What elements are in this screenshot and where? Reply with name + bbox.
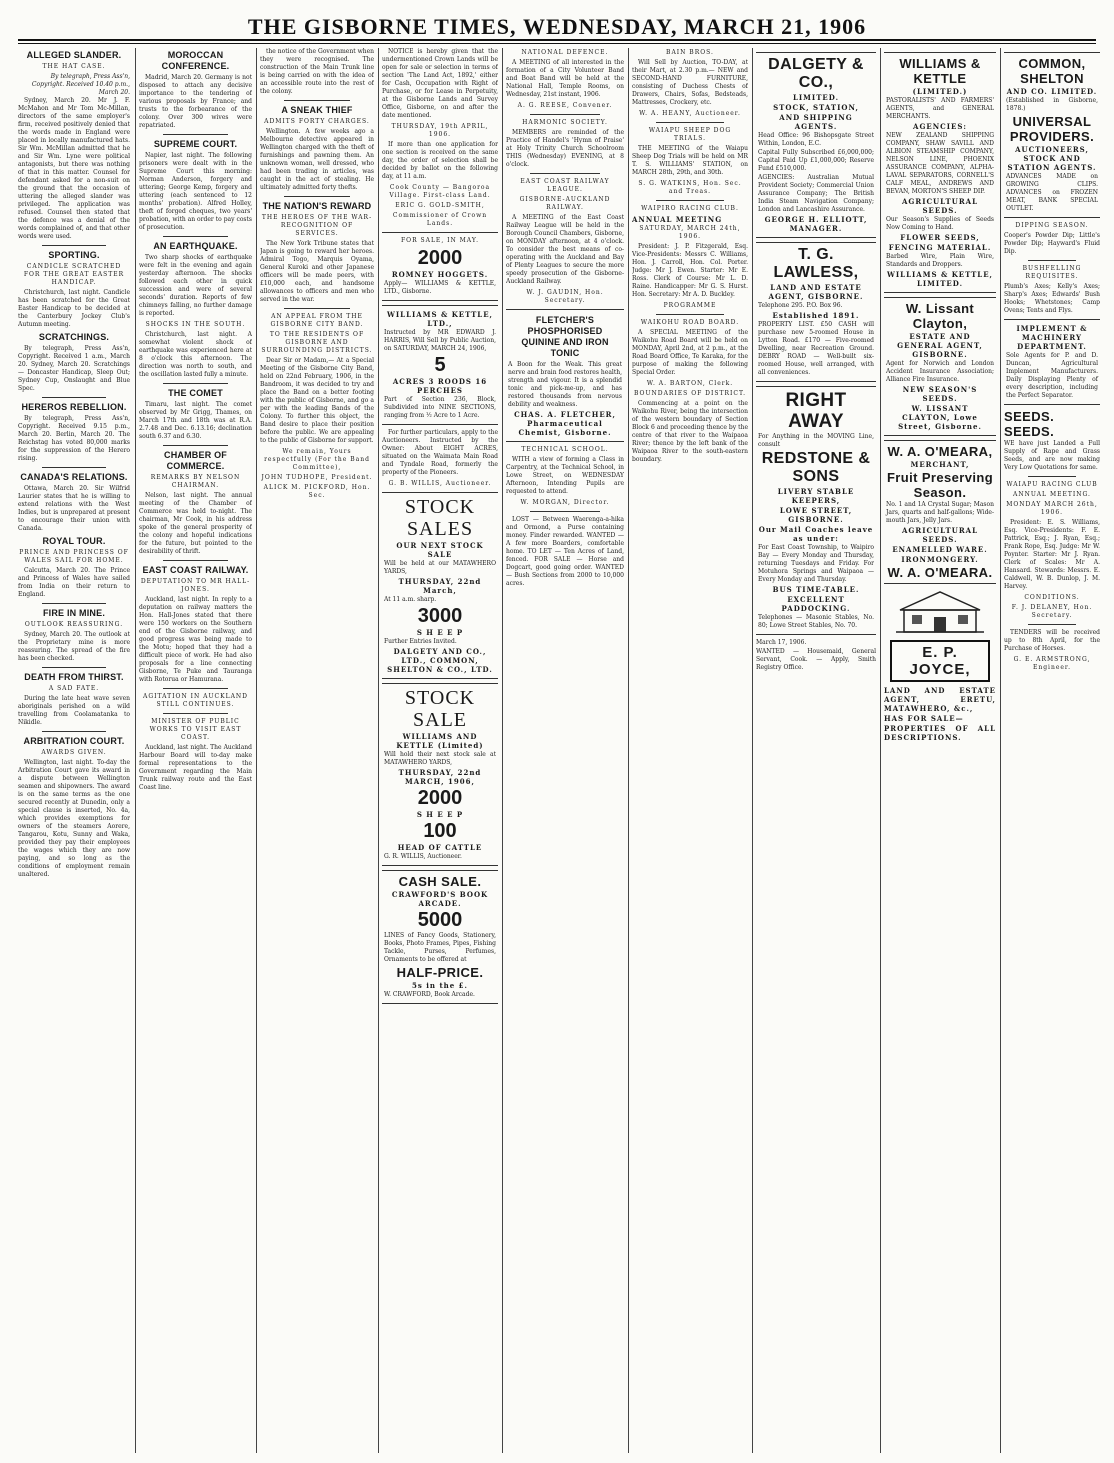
article-body: Napier, last night. The following prisoners were dealt with in the Supreme Court this morning: Norman Anderson, forgery and uttering; George Kemp, forgery and uttering (each sentenced to 12 months' probation). Alfred Holley, theft of forged cheques, two years' probation, with an order to pay costs of prosecution. (139, 152, 252, 231)
signature: G. R. WILLIS, Auctioneer. (384, 853, 462, 860)
signature: W. J. GAUDIN, Hon. Secretary. (526, 289, 604, 304)
masthead-paper-name: THE GISBORNE TIMES, (247, 14, 517, 38)
headline: CHAMBER OF COMMERCE. (164, 450, 227, 471)
ad-subtitle: ESTATE AND GENERAL AGENT, GISBORNE. (897, 332, 983, 359)
column-6 (632, 48, 748, 1453)
ad-text: Will hold their next stock sale at MATAWHERO YARDS, (384, 751, 496, 766)
event-date: SATURDAY, MARCH 24th, 1906. (639, 225, 741, 240)
subheadline: DEPUTATION TO MR HALL-JONES. (140, 578, 251, 593)
subheadline: THE HEROES OF THE WAR-RECOGNITION OF SERVICES. (261, 214, 373, 237)
ad-subtitle: ACRES 3 ROODS 16 PERCHES (392, 377, 488, 395)
subheadline: REMARKS BY NELSON CHAIRMAN. (150, 474, 241, 489)
ad-lissant-clayton (884, 297, 996, 436)
headline: CANADA'S RELATIONS. (20, 472, 128, 482)
subheadline: ANNUAL MEETING. (1013, 491, 1091, 498)
ad-title: RIGHT AWAY (785, 390, 847, 432)
notice-date: THURSDAY, 19th APRIL, 1906. (391, 123, 489, 138)
headline: THE NATION'S REWARD (262, 201, 372, 211)
house-illustration (892, 588, 988, 636)
signature: W. LISSANT CLAYTON, Lowe Street, Gisborne. (898, 404, 982, 431)
ad-joyce-title: E. P. JOYCE, (890, 640, 990, 682)
headline: DIPPING SEASON. (1015, 222, 1089, 229)
ad-text: At 11 a.m. sharp. (384, 596, 437, 603)
ad-subtitle: NEW SEASON'S SEEDS. (902, 385, 978, 403)
signature: W. CRAWFORD, Book Arcade. (384, 991, 475, 998)
notice-body: Commencing at a point on the Waikohu River, being the intersection of the western boundary of Section Block 6 and proceeding thence by the centre of that river to the Waipaoa River; thence by the left bank of the Waipaoa River to the south-eastern boundary. (632, 400, 748, 463)
divider (1028, 624, 1076, 625)
headline: DEATH FROM THIRST. (24, 672, 124, 682)
divider (1028, 260, 1076, 261)
subheadline: PRINCE AND PRINCESS OF WALES SAIL FOR HOME. (19, 549, 129, 564)
ad-omeara (884, 440, 996, 584)
ad-text: WE have just Landed a Full Supply of Rape and Grass Seeds, and are now making Very Low Quotations for same. (1004, 440, 1100, 471)
divider (530, 114, 600, 115)
article-body: Wellington. A few weeks ago a Melbourne detective appeared in Wellington charged with the theft of furnishings and pawning them. An unknown woman, well dressed, who had been trading in articles, was caught in the act of stealing. He ultimately admitted forty thefts. (260, 128, 374, 191)
dateline: By telegraph, Press Ass'n, Copyright. Received 10.40 p.m., March 20. (31, 73, 130, 96)
event-date: MONDAY MARCH 26th, 1906. (1006, 501, 1098, 516)
ad-title: FLETCHER'S PHOSPHORISED QUININE AND IRON TONIC (521, 315, 609, 358)
ad-text: Head Office: 96 Bishopsgate Street Within, London, E.C. (758, 132, 874, 147)
ad-right-away (756, 386, 876, 635)
notice-body: A SPECIAL MEETING of the Waikohu Road Board will be held on MONDAY, April 2nd, at 2 p.m., at the Road Board Office, Te Karaka, for the purpose of making the following Special Order. (632, 329, 748, 376)
subheadline: SHOCKS IN THE SOUTH. (145, 321, 246, 328)
ad-text: Capital Fully Subscribed £6,000,000; Capital Paid Up £1,000,000; Reserve Fund £510,000. (758, 149, 874, 172)
masthead-date: MARCH 21, 1906 (684, 14, 867, 38)
column-7 (756, 48, 876, 1453)
ad-subtitle: LIVERY STABLE KEEPERS, (777, 487, 855, 505)
signature: Commissioner of Crown Lands. (392, 212, 488, 227)
divider (163, 134, 228, 135)
column-4 (382, 48, 498, 1453)
headline: WAIPIRO RACING CLUB. (641, 205, 739, 212)
signature: W. A. HEANY, Auctioneer. (639, 110, 741, 117)
notice-body: NOTICE is hereby given that the undermentioned Crown Lands will be open for sale or selection in terms of section 'The Land Act, 1892,' either for Cash, Occupation with Right of Purchase, or for Lease in Perpetuity, at the Gisborne Lands and Survey Office, Gisborne, on and after the date mentioned. (382, 48, 498, 119)
subheadline: GISBORNE-AUCKLAND RAILWAY. (519, 196, 611, 211)
ad-title: SEEDS. SEEDS. (1004, 409, 1055, 439)
ad-subtitle: AUCTIONEERS, STOCK AND STATION AGENTS. (1007, 145, 1097, 172)
divider (1028, 476, 1076, 477)
column-divider (628, 48, 629, 1453)
signature: A. G. REESE, Convener. (517, 102, 613, 109)
subheadline: CANDICLE SCRATCHED FOR THE GREAT EASTER HANDICAP. (23, 263, 125, 286)
divider (42, 667, 106, 668)
signature: G. E. ARMSTRONG, Engineer. (1013, 656, 1091, 671)
article-body: During the late heat wave seven aboriginals perished on a wild travelling from Coolamatanka to Nikidle. (18, 695, 130, 726)
masthead (18, 14, 1096, 38)
ad-subtitle: PROPERTIES OF ALL DESCRIPTIONS. (884, 724, 996, 742)
ad-text: For Anything in the MOVING Line, consult (758, 433, 874, 448)
ad-text: PASTORALISTS' AND FARMERS' AGENTS, and GENERAL MERCHANTS. (886, 97, 994, 120)
notice-body: Will Sell by Auction, TO-DAY, at their Mart, at 2.30 p.m.— NEW and SECOND-HAND FURNITURE, consisting of Duchess Chests of Drawers, Chairs, Sofas, Bedsteads, Mattresses, Crockery, etc. (632, 59, 748, 106)
ad-subtitle: AGENCIES: (913, 122, 967, 131)
ad-firm: DALGETY AND CO., LTD., COMMON, SHELTON & CO., LTD. (387, 647, 493, 674)
article-body: Madrid, March 20. Germany is not disposed to attach any decisive importance to the tendering of various proposals by France; and trusts to the forbearance of the colony. Over 300 wives were repatriated. (139, 74, 252, 129)
divider (656, 200, 724, 201)
ad-subtitle: STOCK, STATION, (773, 103, 859, 112)
notice-body: TENDERS will be received up to 8th April, for the Purchase of Horses. (1004, 629, 1100, 652)
divider (163, 688, 228, 689)
subheadline: TO THE RESIDENTS OF GISBORNE AND SURROUNDING DISTRICTS. (261, 331, 373, 354)
divider (530, 173, 600, 174)
signature: GEORGE H. ELLIOTT, MANAGER. (764, 215, 868, 233)
signature: W. A. BARTON, Clerk. (646, 380, 734, 387)
ad-text: Will be held at our MATAWHERO YARDS, (384, 560, 496, 575)
ad-subtitle: LAND AND ESTATE AGENT, GISBORNE. (768, 283, 864, 301)
headline: BUSHFELLING REQUISITES. (1022, 265, 1082, 280)
notice-body: If more than one application for one section is received on the same day, the order of selection shall be decided by ballot on the following day, at 11 a.m. (382, 141, 498, 180)
ad-text: No. 1 and 1A Crystal Sugar; Mason Jars, quarts and half-gallons; Wide-mouth Jars, Jelly Jars. (886, 501, 994, 524)
ad-text: March 17, 1906. (756, 639, 807, 646)
headline: HARMONIC SOCIETY. (522, 119, 608, 126)
notice-body: A MEETING of the East Coast Railway League will be held in the Borough Council Chambers, Gisborne, on MONDAY afternoon, at 4 o'clock. To consider the best means of co-operating with the Auckland and Bay of Plenty Leagues to secure the more speedy prosecution of the Gisborne-Auckland Railway. (506, 214, 624, 285)
ad-text: Plumb's Axes; Kelly's Axes; Sharp's Axes; Edwards' Bush Hooks; Whetstones; Camp Ovens; Tents and Flys. (1004, 283, 1100, 314)
headline: ROYAL TOUR. (42, 536, 106, 546)
ad-subtitle: AGRICULTURAL SEEDS. (901, 526, 978, 544)
ad-dalgety (756, 52, 876, 238)
notice-body: A MEETING of all interested in the formation of a City Volunteer Band and Boat Band will be held at the National Hall, Temple Rooms, on Wednesday, 21st instant, 1906. (506, 59, 624, 98)
divider (163, 383, 228, 384)
ad-text: PROPERTY LIST. £50 CASH will purchase new 5-roomed House in Lytton Road. £170 — Five-roomed Dwelling, near Recreation Ground. DEBRY ROAD — Well-built six-roomed House, well arranged, with all conveniences. (758, 321, 874, 376)
article-body: The New York Tribune states that Japan is going to reward her heroes. Admiral Togo, Marquis Oyama, General Kuroki and other Japanese officers will be made peers, with £10,000 each, and handsome allowances to officers and men who served in the war. (260, 240, 374, 303)
article-body: Dear Sir or Madam,— At a Special Meeting of the Gisborne City Band, held on 22nd February, 1906, in the Bandroom, it was decided to try and place the Band on a better footing with the public of Gisborne, and go a per with the leading Bands of the Colony. To further this object, the Band desire to place their position before the public. We are appealing to the public of Gisborne for support. (260, 357, 374, 444)
ad-subtitle: ENAMELLED WARE. (892, 545, 988, 554)
ad-text: Our Season's Supplies of Seeds Now Coming to Hand. (886, 216, 994, 231)
ad-title: W. A. O'MEARA, (887, 444, 993, 459)
headline: THE COMET (168, 388, 223, 398)
ad-number: 3000 (417, 605, 463, 627)
column-divider (880, 48, 881, 1453)
notice-body: President: J. P. Fitzgerald, Esq. Vice-Presidents: Messrs C. Williams, Hon. J. Carroll, Hon. Col. Porter. Judge: Mr J. Ewen. Starter: Mr E. Ross. Clerk of Course: Mr L. D. Raine. Handicapper: Mr G. S. Hurst. Hon. Secretary: Mr A. D. Buckley. (632, 243, 748, 298)
masthead-day: WEDNESDAY, (523, 14, 678, 38)
ad-implement (1004, 319, 1100, 405)
ad-fletchers-tonic (506, 309, 624, 442)
divider (42, 245, 106, 246)
article-body: Christchurch, last night. Candicle has been scratched for the Great Easter Handicap to be decided at the Canterbury Jockey Club's Autumn meeting. (18, 289, 130, 328)
headline: WAIKOHU ROAD BOARD. (640, 319, 740, 326)
column-3 (260, 48, 374, 1453)
article-body: By telegraph, Press Ass'n, Copyright. Received 9.15 p.m., March 20. Berlin, March 20. The Reichstag has voted 80,000 marks for the suppression of the Herero rising. (18, 415, 130, 462)
ad-number: 2000 (417, 247, 463, 269)
divider (163, 236, 228, 237)
divider (42, 731, 106, 732)
notice-body: MEMBERS are reminded of the Practice of Handel's 'Hymn of Praise' at Holy Trinity Church Schoolroom THIS (Wednesday) EVENING, at 8 o'clock. (506, 129, 624, 168)
divider (42, 603, 106, 604)
column-divider (752, 48, 753, 1453)
headline: AN EARTHQUAKE. (153, 241, 238, 251)
ad-text: NEW ZEALAND SHIPPING COMPANY, SHAW SAVILL AND ALBION STEAMSHIP COMPANY, NELSON LINE, PHOENIX ASSURANCE COMPANY, ALPHA-LAVAL SEPARATORS, CORNELL'S CALF MEAL, ANDREWS AND BEVAN, MORTON'S SHEEP DIP. (886, 132, 994, 195)
subheadline: AGITATION IN AUCKLAND STILL CONTINUES. (143, 693, 248, 708)
ad-title: T. G. LAWLESS, (773, 246, 859, 281)
headline: A SNEAK THIEF (281, 105, 353, 115)
ad-text: Barbed Wire, Plain Wire, Standards and Droppers. (886, 253, 994, 268)
subheadline: AWARDS GIVEN. (41, 749, 107, 756)
article-body: the notice of the Government when they were recognised. The construction of the Main Trunk line is being carried on with the idea of an accessible route into the rest of the colony. (260, 48, 374, 95)
column-divider (256, 48, 257, 1453)
signature: JOHN TUDHOPE, President. (261, 474, 373, 481)
column-9 (1004, 48, 1100, 1453)
ad-title: W. Lissant Clayton, (905, 301, 975, 331)
notice-body: WITH a view of forming a Class in Carpentry, at the Technical School, in Lowe Street, on WEDNESDAY Afternoon, Intending Pupils are requested to attend. (506, 456, 624, 495)
headline: ARBITRATION COURT. (23, 736, 125, 746)
ad-text: Further Entries Invited. (384, 638, 457, 645)
ad-text: Sole Agents for P. and D. Duncan, Agricultural Implement Manufacturers. Daily Displaying Plenty of every description, including the Perfect Separator. (1006, 352, 1098, 399)
ad-text: Agent for Norwich and London Accident Insurance Association; Alliance Fire Insurance. (886, 360, 994, 383)
ad-subtitle: AND CO. LIMITED. (1006, 87, 1098, 96)
divider (42, 397, 106, 398)
article-body: Auckland, last night. In reply to a deputation on railway matters the Hon. Hall-Jones stated that there were 150 workers on the Southern end of the Gisborne railway, and good progress was being made to the Motu; hoped that they had a difficult piece of work. He had also proposals for a line connecting Gisborne, Te Puke and Tauranga with Rotorua or Hamurana. (139, 596, 252, 683)
headline: TECHNICAL SCHOOL. (521, 446, 609, 453)
article-body: Two sharp shocks of earthquake were felt in the evening and again yesterday afternoon. The shocks followed each other in quick succession and were of several seconds' duration. Reports of few chimneys falling, no further damage is reported. (139, 254, 252, 317)
headline: WAIAPU SHEEP DOG TRIALS. (648, 127, 732, 142)
subheadline: ANNUAL MEETING (632, 215, 723, 224)
headline: WAIAPU RACING CLUB (1006, 481, 1098, 488)
notice-body: THE MEETING of the Waiapu Sheep Dog Trials will be held on MR T. S. WILLIAMS' STATION, on MARCH 28th, 29th, and 30th. (632, 145, 748, 176)
ad-text: A Boon for the Weak. This great nerve and brain food restores health, strength and vigour. It is a splendid tonic and pick-me-up, and has restored thousands from nervous debility and weakness. (508, 361, 622, 408)
ad-cash-sale (382, 870, 498, 1004)
ad-subtitle: LOWE STREET, GISBORNE. (779, 506, 853, 524)
ad-subtitle: IRONMONGERY. (901, 555, 979, 564)
ad-date: THURSDAY, 22nd March, (398, 577, 482, 595)
article-body: Timaru, last night. The comet observed by Mr Grigg, Thames, on March 17th and 18th was at R.A. 2.7.48 and Dec. 6.13.16; declination south 6.37 and 6.30. (139, 401, 252, 440)
ad-subtitle: IMPLEMENT & MACHINERY DEPARTMENT. (1016, 324, 1088, 351)
ad-text: Cooper's Powder Dip; Little's Powder Dip; Hayward's Fluid Dip. (1004, 232, 1100, 255)
ad-text: Telephone 295. P.O. Box 96. (758, 302, 843, 309)
ad-subtitle: S H E E P (416, 810, 464, 819)
ad-title: CASH SALE. (398, 874, 482, 889)
divider (656, 314, 724, 315)
signature: S. G. WATKINS, Hon. Sec. and Treas. (638, 180, 742, 195)
ad-williams-kettle-auction (382, 305, 498, 425)
ad-title: STOCK SALE (404, 687, 476, 731)
ad-title: UNIVERSAL PROVIDERS. (1009, 114, 1095, 144)
signature: G. B. WILLIS, Auctioneer. (388, 480, 492, 487)
signature: ALICK M. PICKFORD, Hon. Sec. (263, 484, 371, 499)
article-body: Christchurch, last night. A somewhat violent shock of earthquake was experienced here at 8 o'clock this afternoon. The direction was north to south, and the oscillation lasted fully a minute. (139, 331, 252, 378)
headline: NATIONAL DEFENCE. (521, 49, 609, 56)
ad-text: Apply— WILLIAMS & KETTLE, LTD., Gisborne. (384, 280, 496, 295)
divider (284, 100, 350, 101)
ad-subtitle: LIMITED. (792, 93, 840, 102)
column-1 (18, 48, 130, 1453)
signature: WILLIAMS & KETTLE, LIMITED. (887, 270, 993, 288)
headline: BOUNDARIES OF DISTRICT. (634, 390, 746, 397)
subheadline: A SAD FATE. (48, 685, 100, 692)
column-divider (502, 48, 503, 1453)
ad-williams-kettle (884, 52, 996, 293)
ad-stock-sales (382, 492, 498, 679)
headline: SUPREME COURT. (153, 139, 238, 149)
divider (284, 196, 350, 197)
article-body: Nelson, last night. The annual meeting of the Chamber of Commerce was held to-night. The chairman, Mr Cook, in his address spoke of the general prosperity of the colony and hopeful indications for the future, but pointed to the desirability of thrift. (139, 492, 252, 555)
column-divider (1000, 48, 1001, 1453)
ad-text: ADVANCES MADE on GROWING CLIPS. ADVANCES on FROZEN MEAT, BANK SPECIAL OUTLET. (1006, 173, 1098, 212)
headline: HEREROS REBELLION. (21, 402, 127, 412)
headline: BAIN BROS. (666, 49, 714, 56)
divider (284, 308, 350, 309)
ad-subtitle: EXCELLENT PADDOCKING. (781, 595, 851, 613)
ad-text: Telephones — Masonic Stables, No. 80; Lowe Street Stables, No. 70. (758, 614, 874, 629)
article-body: Sydney, March 20. The outlook at the Proprietary mine is more reassuring. The spread of the fire has been checked. (18, 631, 130, 662)
ad-text: For East Coast Township, to Waipiro Bay — Every Monday and Thursday, returning Tuesdays and Friday. For Motuhora Springs and Waipaoa — Every Monday and Thursday. (758, 544, 874, 583)
ad-title: WILLIAMS & KETTLE (899, 56, 981, 86)
column-divider (135, 48, 136, 1453)
signature: W. MORGAN, Director. (520, 499, 610, 506)
headline: EAST COAST RAILWAY LEAGUE. (520, 178, 610, 193)
subheadline: PROGRAMME (663, 302, 717, 309)
ad-subtitle: OUR NEXT STOCK SALE (396, 541, 484, 559)
classifieds: LOST — Between Waerenga-a-hika and Ormond, a Purse containing money. Finder rewarded. WANTED — A few more Boarders, comfortable home. TO LET — Ten Acres of Land, fenced. FOR SALE — Horse and Dogcart, good going order. WANTED — Bush Sections from 2000 to 10,000 acres. (506, 516, 624, 587)
notice-body: President: E. S. Williams, Esq. Vice-Presidents: F. E. Pattrick, Esq.; J. Ryan, Esq.; Frank Rope, Esq. Judge: Mr W. Poynter. Starter: Mr J. Ryan. Clerk of Scales: Mr A. Hansard. Stewards: Messrs. E. Caldwell, W. B. Dunlop, J. M. Harvey. (1004, 519, 1100, 590)
signature: F. J. DELANEY, Hon. Secretary. (1011, 604, 1093, 619)
divider (42, 467, 106, 468)
ad-title: REDSTONE & SONS (761, 450, 871, 485)
divider (656, 122, 724, 123)
ad-title: DALGETY & CO., (768, 56, 864, 91)
article-body: By telegraph, Press Ass'n, Copyright. Received 1 a.m., March 20. Sydney, March 20. Scratchings — Doncaster Handicap, Sleep Out; Sydney Cup, Onslaught and Blue Spec. (18, 345, 130, 392)
ad-subtitle: ROMNEY HOGGETS. (391, 270, 489, 279)
headline: EAST COAST RAILWAY. (142, 565, 249, 575)
ad-subtitle: BUS TIME-TABLE. (772, 585, 860, 594)
ad-lawless (756, 242, 876, 382)
ad-subtitle: Established 1891. (772, 311, 860, 320)
subheadline: THE HAT CASE. (42, 63, 106, 70)
column-5 (506, 48, 624, 1453)
ad-date: THURSDAY, 22nd MARCH, 1906, (398, 768, 482, 786)
article-body: Wellington, last night. To-day the Arbitration Court gave its award in a dispute between Wellington seamen and shipowners. The award is on the same terms as the one secured recently at Dunedin, only a special clause is inserted, No. 4a, which provides exemptions for owners of the steamers Aorere, Tangarou, Kotu, Sunny and Waka, provided they pay their employees the wages which they are now paying, and so long as the conditions of employment remain unaltered. (18, 759, 130, 878)
headline: FIRE IN MINE. (42, 608, 106, 618)
subheadline: ADMITS FORTY CHARGES. (264, 118, 370, 125)
ad-subtitle: FLOWER SEEDS, (900, 233, 980, 242)
ad-text: Part of Section 236, Block, Subdivided into NINE SECTIONS, ranging from ½ Acre to 1 Acre. (384, 396, 496, 419)
notice-section: Cook County — Bangoroa Village. First-class Land. (389, 184, 491, 199)
subheadline: OUTLOOK REASSURING. (24, 621, 124, 628)
subheadline: AN APPEAL FROM THE GISBORNE CITY BAND. (270, 313, 364, 328)
ad-subtitle: HEAD OF CATTLE (397, 843, 483, 852)
ad-subtitle: AGRICULTURAL SEEDS. (901, 197, 978, 215)
ad-subtitle: S H E E P (416, 628, 464, 637)
signature: CHAS. A. FLETCHER, Pharmaceutical Chemist, Gisborne. (514, 410, 616, 437)
divider (163, 560, 228, 561)
article-body: Calcutta, March 20. The Prince and Princess of Wales have sailed from India on their return to England. (18, 567, 130, 598)
ad-subtitle: LAND AND ESTATE AGENT, ERETU, MATAWHERO, &c., (884, 686, 996, 713)
column-8 (884, 48, 996, 1453)
ad-title: HALF-PRICE. (396, 965, 484, 980)
ad-title: COMMON, SHELTON (1018, 56, 1086, 86)
ad-number: 5 (434, 354, 446, 376)
ad-number: 5000 (417, 909, 463, 931)
masthead-rule-thin (18, 43, 1096, 44)
ad-subtitle: HAS FOR SALE— (884, 714, 964, 723)
ad-subtitle: MERCHANT, (910, 460, 970, 469)
headline: ALLEGED SLANDER. (26, 50, 122, 60)
ad-subtitle: CRAWFORD'S BOOK ARCADE. (391, 890, 489, 908)
divider (163, 445, 228, 446)
ad-text: WANTED — Housemaid, General Servant, Cook. — Apply, Smith Registry Office. (756, 648, 876, 671)
ad-text: Instructed by MR EDWARD J. HARRIS, Will Sell by Public Auction, on SATURDAY, MARCH 24, 1906, (384, 329, 496, 352)
ad-title: Fruit Preserving Season. (886, 470, 994, 500)
column-2 (139, 48, 252, 1453)
ad-subtitle: Our Mail Coaches leave as under: (758, 525, 874, 543)
divider (163, 713, 228, 714)
article-body: Auckland, last night. The Auckland Harbour Board will to-day make formal representations to the Government regarding the Main Trunk railway route and the East Coast line. (139, 744, 252, 791)
subheadline: MINISTER OF PUBLIC WORKS TO VISIT EAST COAST. (149, 718, 242, 741)
masthead-rule (18, 39, 1096, 41)
signature: We remain, Yours respectfully (For the Band Committee), (264, 448, 370, 471)
subheadline: CONDITIONS. (1024, 594, 1080, 601)
ad-firm: WILLIAMS AND KETTLE (Limited) (396, 732, 484, 750)
ad-text: LINES of Fancy Goods, Stationery, Books, Photo Frames, Pipes, Fishing Tackle, Purses, Perfumes, Ornaments to be offered at (384, 932, 496, 963)
ad-common-shelton (1004, 52, 1100, 218)
ad-number: 2000 (417, 787, 463, 809)
ad-subtitle: FENCING MATERIAL. (888, 243, 992, 252)
ad-subtitle: (LIMITED.) (912, 87, 968, 96)
ad-subtitle: AND SHIPPING AGENTS. (779, 113, 853, 131)
ad-number: 100 (423, 820, 457, 842)
headline: SPORTING. (48, 250, 100, 260)
ad-stock-sale (382, 683, 498, 866)
headline: SCRATCHINGS. (38, 332, 110, 342)
divider (530, 511, 600, 512)
ad-text: For further particulars, apply to the Auctioneers. Instructed by the Owner: About EIGHT ACRES, situated on the Waimata Main Road and Tyndale Road, formerly the property of the Pioneers. (382, 429, 498, 476)
ad-subtitle: 5s in the £. (412, 981, 468, 990)
article-body: Ottawa, March 20. Sir Wilfrid Laurier states that he is willing to extend relations with the West Indies, but is unprepared at present to encourage their union with Canada. (18, 485, 130, 532)
ad-heading: WILLIAMS & KETTLE, LTD., (387, 310, 493, 328)
ad-title: W. A. O'MEARA. (887, 565, 993, 580)
ad-text: AGENCIES: Australian Mutual Provident Society; Commercial Union Assurance Company; The British India Steam Navigation Company; London and Lancashire Assurance. (758, 174, 874, 213)
ad-heading: FOR SALE, IN MAY. (401, 237, 479, 244)
ad-hoggets (382, 232, 498, 301)
article-body: Sydney, March 20. Mr J. F. McMahon and Mr Tom Mc-Millan, directors of the same employer's firm, received positively denied that the words made in England were placed in locally manufactured hats. Sir Wm. McMillan admitted that he and Sir Wm. Lyne were political antagonists, but there was nothing of that in this matter. Counsel for defendant asked for a non-suit on the ground that the occasion of uttering the alleged slander was privileged. The application was refused. Counsel then stated that the defence was a denial of the words complained of, and that other words were used. (18, 97, 130, 240)
ad-title: STOCK SALES (404, 496, 476, 540)
headline: MOROCCAN CONFERENCE. (161, 50, 230, 71)
column-divider (378, 48, 379, 1453)
ad-text: (Established in Gisborne, 1878.) (1006, 97, 1098, 112)
signature: ERIC G. GOLD-SMITH, (395, 202, 485, 209)
